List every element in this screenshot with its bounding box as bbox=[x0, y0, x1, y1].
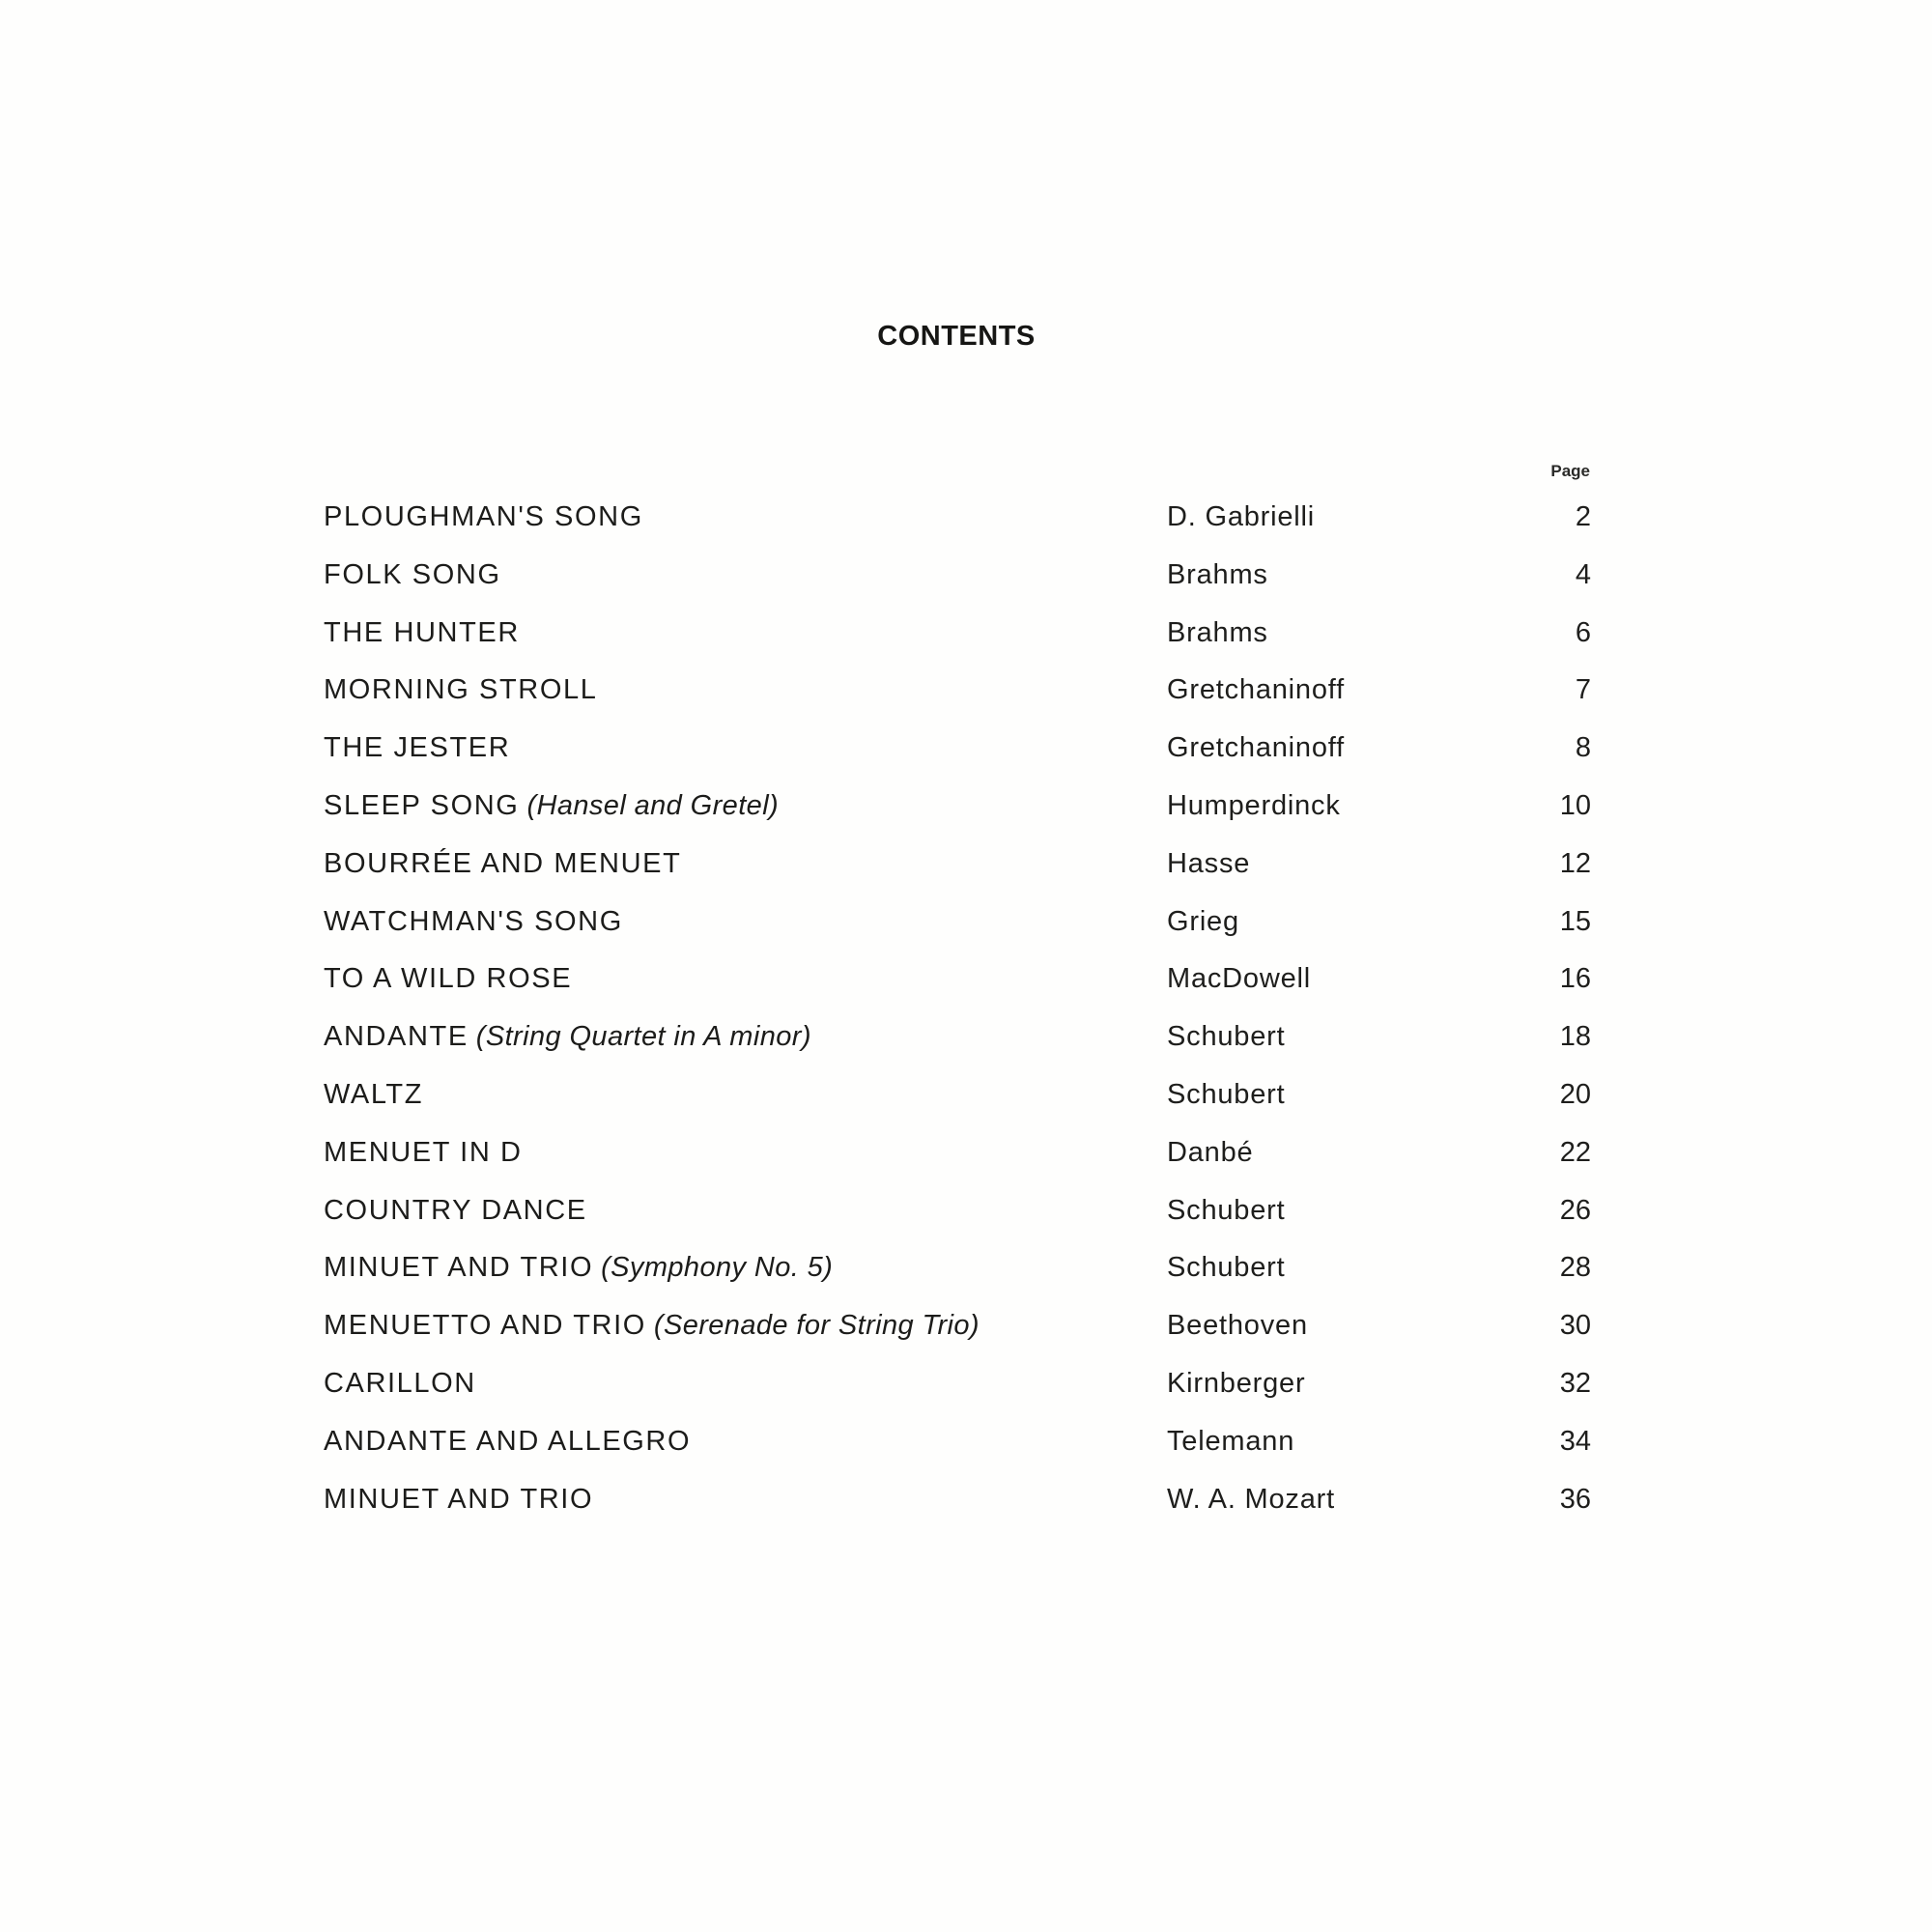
toc-entry bbox=[324, 1245, 1591, 1303]
page-number: 18 bbox=[1559, 1021, 1591, 1053]
piece-title: WATCHMAN'S SONG bbox=[324, 905, 623, 937]
piece-subtitle: (Serenade for String Trio) bbox=[653, 1310, 980, 1342]
piece-title: THE JESTER bbox=[324, 732, 511, 764]
page-number: 22 bbox=[1559, 1136, 1591, 1168]
page-number: 16 bbox=[1559, 963, 1591, 995]
toc-entry bbox=[324, 783, 1591, 841]
page-number: 6 bbox=[1575, 616, 1591, 648]
composer-name: Kirnberger bbox=[1167, 1367, 1306, 1399]
piece-title: MORNING STROLL bbox=[324, 674, 598, 706]
piece-subtitle: (String Quartet in A minor) bbox=[475, 1021, 811, 1053]
composer-name: Brahms bbox=[1167, 616, 1268, 648]
piece-title: COUNTRY DANCE bbox=[324, 1194, 587, 1226]
toc-entry bbox=[324, 1130, 1591, 1188]
composer-name: W. A. Mozart bbox=[1167, 1483, 1335, 1515]
toc-entry bbox=[324, 1477, 1591, 1535]
toc-entry bbox=[324, 553, 1591, 611]
piece-title: MINUET AND TRIO (Symphony No. 5) bbox=[324, 1252, 834, 1284]
toc-entry bbox=[324, 611, 1591, 668]
toc-entry bbox=[324, 668, 1591, 725]
piece-title: ANDANTE AND ALLEGRO bbox=[324, 1425, 692, 1457]
toc-entry bbox=[324, 841, 1591, 899]
piece-title: FOLK SONG bbox=[324, 558, 501, 590]
piece-title: CARILLON bbox=[324, 1367, 476, 1399]
composer-name: Gretchaninoff bbox=[1167, 732, 1345, 764]
piece-title: ANDANTE (String Quartet in A minor) bbox=[324, 1021, 811, 1053]
page-number: 20 bbox=[1559, 1078, 1591, 1110]
page-number: 2 bbox=[1575, 501, 1591, 532]
toc-entry bbox=[324, 1072, 1591, 1130]
composer-name: Brahms bbox=[1167, 558, 1268, 590]
piece-title: TO A WILD ROSE bbox=[324, 963, 573, 995]
page-number: 12 bbox=[1559, 847, 1591, 879]
contents-heading: CONTENTS bbox=[877, 321, 1036, 352]
table-of-contents bbox=[324, 495, 1591, 1534]
piece-title: MINUET AND TRIO bbox=[324, 1483, 594, 1515]
page-number: 8 bbox=[1575, 732, 1591, 764]
piece-title: WALTZ bbox=[324, 1078, 424, 1110]
toc-entry bbox=[324, 495, 1591, 553]
page-number: 15 bbox=[1559, 905, 1591, 937]
piece-title: MENUET IN D bbox=[324, 1136, 523, 1168]
page-number: 7 bbox=[1575, 674, 1591, 706]
toc-entry bbox=[324, 1361, 1591, 1419]
page-number: 4 bbox=[1575, 558, 1591, 590]
page-number: 26 bbox=[1559, 1194, 1591, 1226]
toc-entry bbox=[324, 899, 1591, 957]
composer-name: Schubert bbox=[1167, 1021, 1286, 1053]
composer-name: Schubert bbox=[1167, 1078, 1286, 1110]
toc-entry bbox=[324, 1014, 1591, 1072]
composer-name: Hasse bbox=[1167, 847, 1251, 879]
page-number: 28 bbox=[1559, 1252, 1591, 1284]
piece-title: BOURRÉE AND MENUET bbox=[324, 847, 682, 879]
piece-title: SLEEP SONG (Hansel and Gretel) bbox=[324, 789, 780, 821]
toc-entry bbox=[324, 725, 1591, 783]
composer-name: Humperdinck bbox=[1167, 789, 1341, 821]
page-number: 10 bbox=[1559, 789, 1591, 821]
composer-name: D. Gabrielli bbox=[1167, 501, 1316, 532]
composer-name: Schubert bbox=[1167, 1194, 1286, 1226]
composer-name: Schubert bbox=[1167, 1252, 1286, 1284]
composer-name: MacDowell bbox=[1167, 963, 1312, 995]
composer-name: Grieg bbox=[1167, 905, 1239, 937]
composer-name: Danbé bbox=[1167, 1136, 1254, 1168]
piece-title: PLOUGHMAN'S SONG bbox=[324, 501, 643, 532]
toc-entry bbox=[324, 1303, 1591, 1361]
composer-name: Telemann bbox=[1167, 1425, 1295, 1457]
composer-name: Gretchaninoff bbox=[1167, 674, 1345, 706]
page-number: 36 bbox=[1559, 1483, 1591, 1515]
toc-entry bbox=[324, 1419, 1591, 1477]
piece-subtitle: (Hansel and Gretel) bbox=[526, 789, 780, 821]
piece-title: THE HUNTER bbox=[324, 616, 520, 648]
composer-name: Beethoven bbox=[1167, 1310, 1308, 1342]
page-number: 30 bbox=[1559, 1310, 1591, 1342]
piece-subtitle: (Symphony No. 5) bbox=[601, 1252, 834, 1284]
toc-entry bbox=[324, 956, 1591, 1014]
page-column-label: Page bbox=[1550, 462, 1590, 480]
page-number: 32 bbox=[1559, 1367, 1591, 1399]
piece-title: MENUETTO AND TRIO (Serenade for String Trio) bbox=[324, 1310, 980, 1342]
toc-entry bbox=[324, 1188, 1591, 1246]
page-number: 34 bbox=[1559, 1425, 1591, 1457]
